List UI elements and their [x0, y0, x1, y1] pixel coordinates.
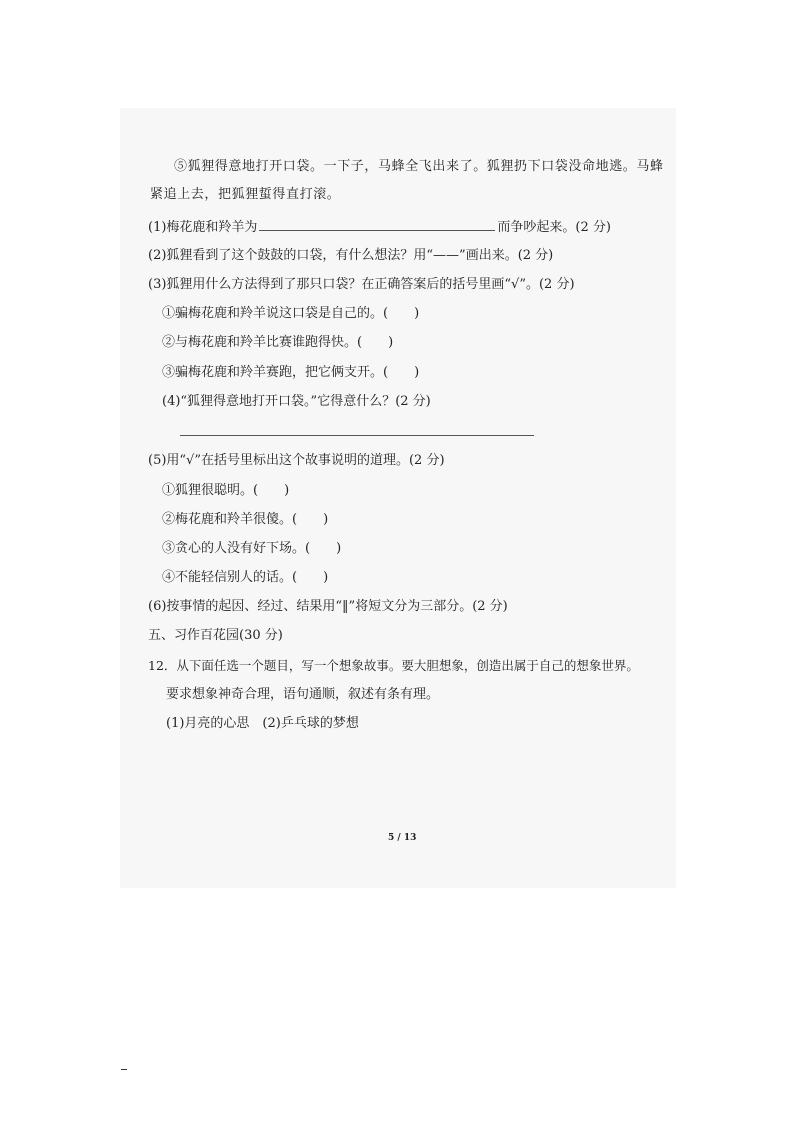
passage-paragraph-5-line-2: 紧追上去，把狐狸蜇得直打滚。 — [150, 187, 341, 202]
margin-mark — [121, 1069, 127, 1070]
question-12-topics: (1)月亮的心思 (2)乒乓球的梦想 — [166, 716, 359, 731]
question-3-option-3: ③骗梅花鹿和羚羊赛跑，把它俩支开。( ) — [162, 365, 420, 380]
question-3: (3)狐狸用什么方法得到了那只口袋？在正确答案后的括号里画“√”。(2 分) — [148, 277, 575, 292]
question-1-prefix: (1)梅花鹿和羚羊为 — [148, 220, 258, 235]
page-number: 5 / 13 — [388, 833, 417, 843]
question-5-option-4: ④不能轻信别人的话。( ) — [162, 570, 329, 585]
question-3-option-1: ①骗梅花鹿和羚羊说这口袋是自己的。( ) — [162, 306, 420, 321]
question-1-answer-blank[interactable] — [259, 218, 495, 231]
question-1 — [148, 218, 611, 237]
question-4: (4)“狐狸得意地打开口袋。”它得意什么？(2 分) — [162, 394, 431, 409]
question-12-line-1: 12．从下面任选一个题目，写一个想象故事。要大胆想象，创造出属于自己的想象世界。 — [148, 658, 639, 673]
question-6: (6)按事情的起因、经过、结果用“‖”将短文分为三部分。(2 分) — [148, 599, 508, 614]
question-3-option-2: ②与梅花鹿和羚羊比赛谁跑得快。( ) — [162, 335, 394, 350]
question-12-line-2: 要求想象神奇合理，语句通顺，叙述有条有理。 — [166, 687, 440, 702]
question-5-option-3: ③贪心的人没有好下场。( ) — [162, 541, 342, 556]
question-4-answer-line[interactable] — [180, 435, 534, 436]
section-5-heading: 五、习作百花园(30 分) — [148, 628, 283, 643]
question-2: (2)狐狸看到了这个鼓鼓的口袋，有什么想法？用“——”画出来。(2 分) — [148, 248, 554, 263]
question-5-option-2: ②梅花鹿和羚羊很傻。( ) — [162, 512, 329, 527]
question-5: (5)用“√”在括号里标出这个故事说明的道理。(2 分) — [148, 453, 445, 468]
passage-paragraph-5-line-1: ⑤狐狸得意地打开口袋。一下子，马蜂全飞出来了。狐狸扔下口袋没命地逃。马蜂 — [174, 159, 664, 174]
question-1-suffix: 而争吵起来。(2 分) — [497, 220, 611, 235]
question-5-option-1: ①狐狸很聪明。( ) — [162, 483, 290, 498]
